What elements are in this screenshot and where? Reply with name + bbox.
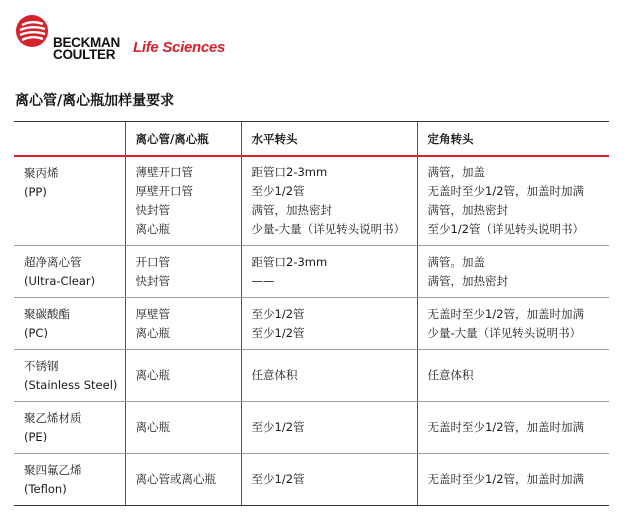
header-fixed-angle-rotor: 定角转头	[417, 122, 609, 157]
swing-rotor-cell	[241, 402, 417, 454]
cell-line: (PE)	[24, 430, 48, 444]
material-cell	[14, 298, 125, 350]
header-swing-rotor: 水平转头	[241, 122, 417, 157]
cell-line: (Teflon)	[24, 482, 67, 496]
table-row	[14, 298, 609, 350]
cell-line: 至少1/2管	[251, 472, 305, 486]
cell-line: 无盖时至少1/2管，加盖时加满	[427, 420, 585, 434]
tube-cell	[125, 402, 241, 454]
brand-line-1: BECKMAN	[53, 35, 120, 50]
tube-cell	[125, 246, 241, 298]
requirements-table	[14, 121, 609, 506]
swing-rotor-cell	[241, 298, 417, 350]
page-title: 离心管/离心瓶加样量要求	[15, 93, 175, 109]
cell-line: 任意体积	[427, 368, 474, 382]
cell-line: 聚四氟乙烯	[24, 463, 82, 477]
swing-rotor-cell	[241, 246, 417, 298]
table-row	[14, 246, 609, 298]
cell-line: 超净离心管	[24, 255, 82, 269]
beckman-coulter-logo-icon	[15, 14, 49, 48]
cell-line: 距管口2-3mm	[251, 165, 328, 179]
material-cell	[14, 156, 125, 246]
tube-cell	[125, 350, 241, 402]
swing-rotor-cell	[241, 454, 417, 506]
cell-line: (Ultra-Clear)	[24, 274, 96, 288]
cell-line: 离心管或离心瓶	[135, 472, 216, 486]
cell-line: 满管，加热密封	[427, 203, 508, 217]
fixed-angle-cell	[417, 298, 609, 350]
cell-line: 聚乙烯材质	[24, 411, 82, 425]
material-cell	[14, 402, 125, 454]
material-cell	[14, 454, 125, 506]
cell-line: 至少1/2管	[251, 325, 305, 340]
cell-line: 聚碳酸酯	[24, 307, 70, 321]
fixed-angle-cell	[417, 350, 609, 402]
cell-line: 至少1/2管（详见转头说明书）	[427, 222, 585, 236]
cell-line: 聚丙烯	[24, 166, 59, 180]
cell-line: 离心瓶	[135, 222, 170, 236]
cell-line: 至少1/2管	[251, 184, 305, 198]
material-cell	[14, 246, 125, 298]
cell-line: 距管口2-3mm	[251, 254, 328, 269]
table-row	[14, 454, 609, 506]
fixed-angle-cell	[417, 156, 609, 246]
brand-line-2: COULTER	[53, 47, 116, 62]
header-material	[14, 122, 125, 157]
fixed-angle-cell	[417, 402, 609, 454]
table-row	[14, 156, 609, 246]
cell-line: 满管。加盖	[427, 254, 485, 269]
cell-line: 无盖时至少1/2管，加盖时加满	[427, 472, 585, 486]
cell-line: 开口管	[135, 254, 170, 269]
cell-line: 至少1/2管	[251, 306, 305, 321]
tube-cell	[125, 454, 241, 506]
cell-line: 离心瓶	[135, 368, 170, 382]
table-row	[14, 350, 609, 402]
cell-line: 快封管	[135, 273, 170, 288]
table-body	[14, 156, 609, 506]
cell-line: 满管，加盖	[427, 165, 485, 179]
header-tube-type: 离心管/离心瓶	[125, 122, 241, 157]
cell-line: 少量-大量（详见转头说明书）	[427, 325, 582, 340]
cell-line: 满管，加热密封	[427, 273, 508, 288]
swing-rotor-cell	[241, 156, 417, 246]
cell-line: 无盖时至少1/2管，加盖时加满	[427, 184, 585, 198]
cell-line: (PP)	[24, 185, 47, 199]
fixed-angle-cell	[417, 454, 609, 506]
swing-rotor-cell	[241, 350, 417, 402]
fixed-angle-cell	[417, 246, 609, 298]
cell-line: 至少1/2管	[251, 420, 305, 434]
cell-line: (Stainless Steel)	[24, 378, 118, 392]
beckman-coulter-logo	[15, 14, 225, 64]
brand-wordmark	[53, 37, 120, 61]
cell-line: 厚壁管	[135, 306, 170, 321]
cell-line: ——	[251, 273, 275, 288]
tube-cell	[125, 298, 241, 350]
cell-line: 厚壁开口管	[135, 184, 193, 198]
material-cell	[14, 350, 125, 402]
table-row	[14, 402, 609, 454]
cell-line: 无盖时至少1/2管，加盖时加满	[427, 306, 585, 321]
cell-line: 任意体积	[251, 368, 298, 382]
cell-line: 少量-大量（详见转头说明书）	[251, 222, 406, 236]
table-header-row	[14, 122, 609, 157]
cell-line: (PC)	[24, 326, 48, 340]
cell-line: 满管，加热密封	[251, 203, 332, 217]
tube-cell	[125, 156, 241, 246]
brand-tagline: Life Sciences	[133, 39, 225, 56]
cell-line: 离心瓶	[135, 325, 170, 340]
cell-line: 离心瓶	[135, 420, 170, 434]
cell-line: 快封管	[135, 203, 170, 217]
cell-line: 薄壁开口管	[135, 165, 193, 179]
cell-line: 不锈钢	[24, 359, 59, 373]
